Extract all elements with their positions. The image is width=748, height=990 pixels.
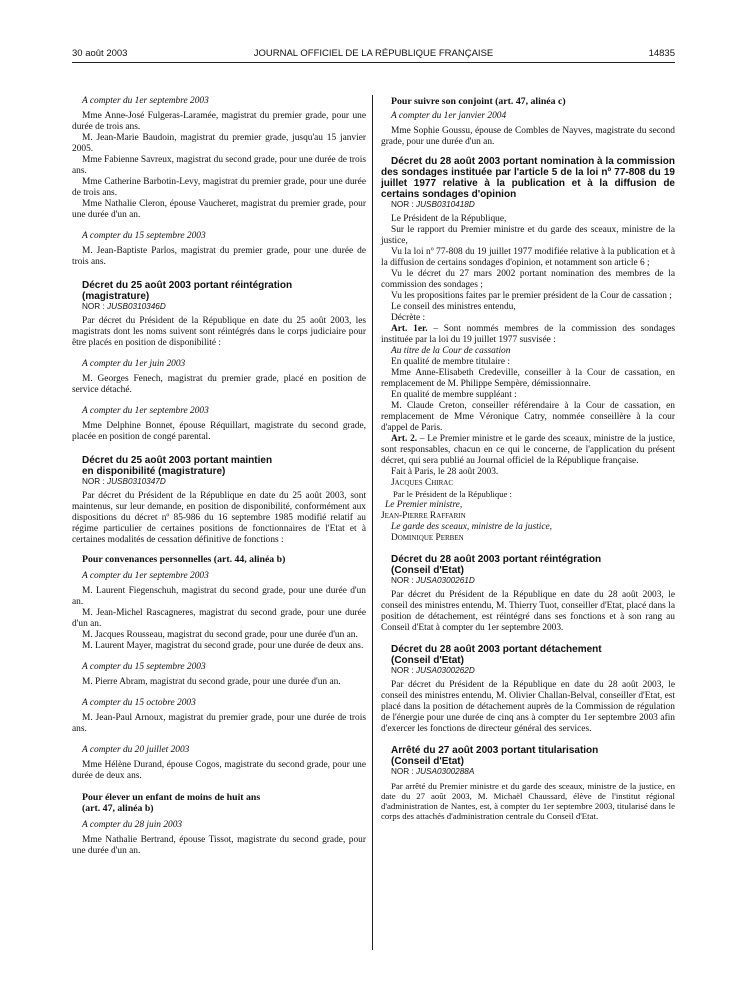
page-header <box>72 48 675 62</box>
entry: M. Jacques Rousseau, magistrat du second grade, pour une durée d'un an. <box>82 630 358 640</box>
garde-des-sceaux-label: Le garde des sceaux, ministre de la justice, <box>391 522 552 532</box>
entry: M. Pierre Abram, magistrat du second grade, pour une durée d'un an. <box>82 677 341 687</box>
entry: M. Laurent Mayer, magistrat du second grade, pour une durée de deux ans. <box>82 641 364 651</box>
nor-reference: NOR : JUSB0310347D <box>82 477 166 486</box>
header-page-number: 14835 <box>648 48 675 59</box>
visa: Le Président de la République, <box>391 214 507 224</box>
decree-title: Décret du 28 août 2003 portant détachement <box>391 644 602 655</box>
section-heading: Pour convenances personnelles (art. 44, alinéa b) <box>82 554 286 565</box>
fait: Fait à Paris, le 28 août 2003. <box>391 467 499 477</box>
visa: Vu la loi nº 77-808 du 19 juillet 1977 modifiée relative à la publication et à la diffusion de certains sondages d'opinion, et notamment son article 6 ; <box>381 247 675 268</box>
decree-title: (Conseil d'Etat) <box>391 565 464 576</box>
right-column <box>381 96 675 821</box>
date-heading: A compter du 1er septembre 2003 <box>82 571 209 581</box>
column-divider <box>372 95 373 950</box>
premier-ministre-label: Le Premier ministre, <box>385 500 463 510</box>
entry: M. Jean-Marie Baudoin, magistrat du premier grade, jusqu'au 15 janvier 2005. <box>72 133 366 154</box>
decree-title: Décret du 28 août 2003 portant nomination à la commission des sondages instituée par l'article 5 de la loi nº 77-808 du 19 juillet 1977 relative à la publication et à la diffusion de certains sondages d'opinion <box>381 156 675 200</box>
visa: Vu le décret du 27 mars 2002 portant nomination des membres de la commission des sondages ; <box>381 269 675 290</box>
entry: M. Laurent Fiegenschuh, magistrat du second grade, pour une durée d'un an. <box>72 586 366 607</box>
decree-body: Par décret du Président de la République en date du 28 août 2003, le conseil des ministres entendu, M. Thierry Tuot, conseiller d'Etat, placé dans la position de détachement, est réintégré dans ses fonctions et à son rang au Conseil d'Etat à compter du 1er septembre 2003. <box>381 590 675 633</box>
entry: M. Georges Fenech, magistrat du premier grade, placé en position de service détaché. <box>72 374 366 395</box>
entry: Mme Nathalie Cleron, épouse Vaucheret, magistrat du premier grade, pour une durée d'un an. <box>72 199 366 220</box>
decree-title: Décret du 25 août 2003 portant réintégration <box>82 280 293 291</box>
date-heading: A compter du 20 juillet 2003 <box>82 745 190 755</box>
visa: Le conseil des ministres entendu, <box>391 302 516 312</box>
entry: M. Jean-Paul Arnoux, magistrat du premier grade, pour une durée de trois ans. <box>72 713 366 734</box>
section-heading: (art. 47, alinéa b) <box>82 803 154 814</box>
entry: Mme Hélène Durand, épouse Cogos, magistrate du second grade, pour une durée de deux ans. <box>72 760 366 781</box>
signature: Dominique Perben <box>391 533 464 543</box>
visa: Sur le rapport du Premier ministre et du garde des sceaux, ministre de la justice, <box>381 225 675 246</box>
date-heading: A compter du 28 juin 2003 <box>82 820 183 830</box>
entry: Mme Anne-Elisabeth Credeville, conseiller à la Cour de cassation, en remplacement de M. Philippe Sempère, démissionnaire. <box>381 368 675 389</box>
decree-title: (Conseil d'Etat) <box>391 756 464 767</box>
left-column <box>72 96 366 857</box>
visa: Vu les propositions faites par le premier président de la Cour de cassation ; <box>391 291 672 301</box>
decree-body: Par décret du Président de la République en date du 28 août 2003, le conseil des ministres entendu, M. Olivier Challan-Belval, conseiller d'Etat, est placé dans la position de détachement auprès de la Commission de régulation de l'énergie pour une durée de cinq ans à compter du 1er septembre 2003 afin d'exercer les fonctions de directeur général des services. <box>381 680 675 734</box>
entry: Mme Delphine Bonnet, épouse Réquillart, magistrate du second grade, placée en position de congé parental. <box>72 421 366 442</box>
sub-heading: Au titre de la Cour de cassation <box>391 346 511 356</box>
decree-title: Décret du 28 août 2003 portant réintégration <box>391 554 602 565</box>
article-2: Art. 2. – Le Premier ministre et le garde des sceaux, ministre de la justice, sont responsables, chacun en ce qui le concerne, de l'application du présent décret, qui sera publié au Journal officiel de la République française. <box>381 434 675 466</box>
entry: M. Jean-Michel Rascagneres, magistrat du second grade, pour une durée d'un an. <box>72 608 366 629</box>
header-journal-title: JOURNAL OFFICIEL DE LA RÉPUBLIQUE FRANÇAISE <box>253 48 494 59</box>
par-le-president: Par le Président de la République : <box>393 489 512 499</box>
date-heading: A compter du 15 septembre 2003 <box>82 231 206 241</box>
decree-body: Par décret du Président de la République en date du 25 août 2003, sont maintenus, sur leur demande, en position de disponibilité, conformément aux dispositions du décret nº 85-986 du 16 septembre 1985 modifié relatif au régime particulier de certaines positions de fonctionnaires de l'Etat et à certaines modalités de cessation définitive de fonctions : <box>72 491 366 545</box>
date-heading: A compter du 15 septembre 2003 <box>82 662 206 672</box>
header-date: 30 août 2003 <box>72 48 128 59</box>
entry: Mme Nathalie Bertrand, épouse Tissot, magistrate du second grade, pour une durée d'un an. <box>72 835 366 856</box>
nor-reference: NOR : JUSA0300288A <box>391 767 475 776</box>
decree-title: Décret du 25 août 2003 portant maintien <box>82 455 273 466</box>
nor-reference: NOR : JUSA0300261D <box>391 576 475 585</box>
entry: Mme Anne-José Fulgeras-Laramée, magistrat du premier grade, pour une durée de trois ans. <box>72 111 366 132</box>
date-heading: A compter du 1er janvier 2004 <box>391 111 507 121</box>
entry: En qualité de membre suppléant : <box>391 390 517 400</box>
entry: En qualité de membre titulaire : <box>391 357 510 367</box>
section-heading: Pour suivre son conjoint (art. 47, alinéa c) <box>391 96 566 107</box>
entry: M. Claude Creton, conseiller référendaire à la Cour de cassation, en remplacement de Mme Véronique Catry, nommée conseillère à la cour d'appel de Paris. <box>381 401 675 433</box>
nor-reference: NOR : JUSA0300262D <box>391 666 475 675</box>
decree-title: (magistrature) <box>82 291 150 302</box>
decree-title: (Conseil d'Etat) <box>391 655 464 666</box>
signature: Jean-Pierre Raffarin <box>381 511 466 521</box>
entry: Mme Sophie Goussu, épouse de Combles de Nayves, magistrate du second grade, pour une durée d'un an. <box>381 126 675 147</box>
decree-title: Arrêté du 27 août 2003 portant titularisation <box>391 745 599 756</box>
decree-title: en disponibilité (magistrature) <box>82 466 226 477</box>
date-heading: A compter du 1er juin 2003 <box>82 359 186 369</box>
section-heading: Pour élever un enfant de moins de huit ans <box>82 792 261 803</box>
signature: Jacques Chirac <box>391 478 454 488</box>
nor-reference: NOR : JUSB0310418D <box>391 200 475 209</box>
nor-reference: NOR : JUSB0310346D <box>82 302 166 311</box>
entry: Mme Fabienne Savreux, magistrat du second grade, pour une durée de trois ans. <box>72 155 366 176</box>
entry: Mme Catherine Barbotin-Levy, magistrat du premier grade, pour une durée de trois ans. <box>72 177 366 198</box>
decree-body: Par arrêté du Premier ministre et du garde des sceaux, ministre de la justice, en date du 27 août 2003, M. Michaël Chaussard, élève de l'institut régional d'administration de Nantes, est, à compter du 1er septembre 2003, titularisé dans le corps des attachés d'administration centrale du Conseil d'Etat. <box>381 781 675 821</box>
decrete: Décrète : <box>391 313 426 323</box>
header-rule <box>72 62 675 63</box>
decree-body: Par décret du Président de la République en date du 25 août 2003, les magistrats dont les noms suivent sont réintégrés dans le corps judiciaire pour être placés en position de disponibilité : <box>72 316 366 348</box>
article-1: Art. 1er. – Sont nommés membres de la commission des sondages instituée par la loi du 19 juillet 1977 susvisée : <box>381 324 676 345</box>
date-heading: A compter du 15 octobre 2003 <box>82 698 196 708</box>
date-heading: A compter du 1er septembre 2003 <box>82 406 209 416</box>
date-heading: A compter du 1er septembre 2003 <box>82 96 209 106</box>
entry: M. Jean-Baptiste Parlos, magistrat du premier grade, pour une durée de trois ans. <box>72 246 366 267</box>
